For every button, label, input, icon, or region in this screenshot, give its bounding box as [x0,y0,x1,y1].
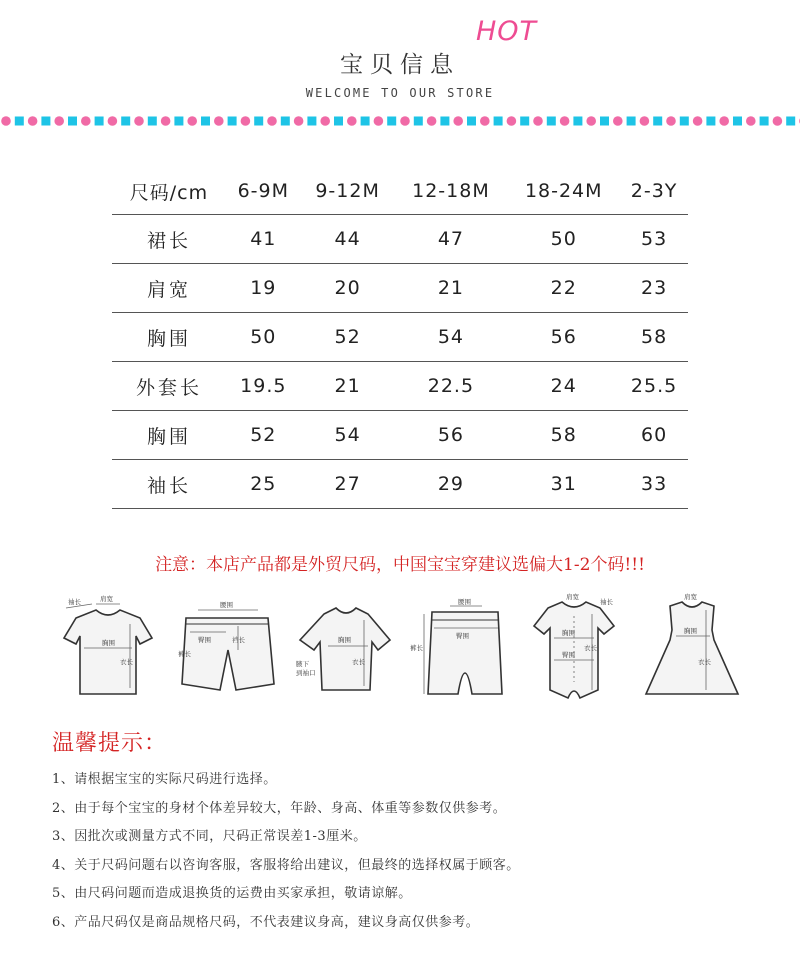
tips-list [52,768,772,939]
pants-waist-label: 腰围 [458,598,471,606]
divider-dot [108,116,118,126]
raglan-length-label: 衣长 [352,658,365,666]
divider-square [281,117,290,126]
table-cell: 27 [301,460,395,509]
divider-dot [347,116,357,126]
table-cell: 53 [620,215,688,264]
divider-square [387,117,396,126]
divider-square [361,117,370,126]
divider-dot [214,116,224,126]
divider-square [680,117,689,126]
romper-hip-label: 臀围 [562,651,575,659]
column-header: 6-9M [226,168,301,215]
divider-square [334,117,343,126]
column-header: 9-12M [301,168,395,215]
divider-dot [320,116,330,126]
divider-dot [453,116,463,126]
divider-square [148,117,157,126]
row-label: 外套长 [112,362,226,411]
list-item: 4、关于尺码问题右以咨询客服，客服将给出建议，但最终的选择权属于顾客。 [52,857,520,873]
divider-square [414,117,423,126]
divider-dot [374,116,384,126]
divider-square [547,117,556,126]
tshirt-diagram [64,594,152,694]
divider-dot [773,116,783,126]
divider-square [201,117,210,126]
table-cell: 58 [507,411,620,460]
table-cell: 33 [620,460,688,509]
tshirt-chest-label: 胸围 [102,639,115,647]
table-cell: 25.5 [620,362,688,411]
table-cell: 56 [395,411,508,460]
divider-square [467,117,476,126]
divider-dot [480,116,490,126]
shorts-length-label: 裤长 [178,650,191,658]
column-header: 18-24M [507,168,620,215]
table-cell: 50 [507,215,620,264]
divider-square [573,117,582,126]
dotted-divider [0,113,800,129]
table-cell: 24 [507,362,620,411]
divider-square [121,117,130,126]
row-label: 胸围 [112,313,226,362]
list-item: 1、请根据宝宝的实际尺码进行选择。 [52,772,277,787]
divider-dot [134,116,144,126]
sizing-notice [0,550,800,575]
shorts-waist-label: 腰围 [220,601,233,609]
divider-square [600,117,609,126]
row-label: 袖长 [112,460,226,509]
raglan-armhole-label: 腋下 [296,660,309,668]
table-cell: 22.5 [395,362,508,411]
divider-square [95,117,104,126]
divider-square [68,117,77,126]
table-cell: 60 [620,411,688,460]
table-cell: 54 [301,411,395,460]
table-cell: 41 [226,215,301,264]
divider-square [228,117,237,126]
column-header: 12-18M [395,168,508,215]
table-cell: 31 [507,460,620,509]
table-row [112,460,688,509]
dress-diagram [646,592,738,694]
divider-square [733,117,742,126]
divider-dot [81,116,91,126]
list-item: 3、因批次或测量方式不同，尺码正常误差1-3厘米。 [52,829,367,844]
divider-square [174,117,183,126]
size-table [112,168,688,509]
divider-square [786,117,795,126]
table-row [112,411,688,460]
divider-square [307,117,316,126]
table-row [112,362,688,411]
divider-dot [267,116,277,126]
notice-label: 注意： [155,555,207,575]
shorts-diagram [178,600,274,690]
divider-square [494,117,503,126]
divider-dot [241,116,251,126]
dress-shoulder-label: 肩宽 [684,593,697,601]
table-cell: 20 [301,264,395,313]
divider-dot [1,116,11,126]
size-table-header-row [112,168,688,215]
divider-square [653,117,662,126]
table-cell: 58 [620,313,688,362]
notice-text: 本店产品都是外贸尺码，中国宝宝穿建议选偏大1-2个码!!! [206,555,645,575]
divider-square [627,117,636,126]
table-cell: 22 [507,264,620,313]
divider-dot [693,116,703,126]
romper-chest-label: 胸围 [562,629,575,637]
table-cell: 50 [226,313,301,362]
romper-length-label: 衣长 [584,644,597,652]
romper-sleeve-label: 袖长 [600,598,613,606]
row-label: 肩宽 [112,264,226,313]
romper-shoulder-label: 肩宽 [566,593,579,601]
divider-square [706,117,715,126]
tshirt-sleeve-label: 袖长 [68,598,81,606]
raglan-diagram [296,608,390,690]
raglan-chest-label: 胸围 [338,636,351,644]
table-cell: 23 [620,264,688,313]
divider-dot [187,116,197,126]
divider-dot [294,116,304,126]
divider-dot [746,116,756,126]
dress-length-label: 衣长 [698,658,711,666]
tips-title: 温馨提示： [52,731,168,756]
divider-dot [560,116,570,126]
table-cell: 25 [226,460,301,509]
table-cell: 54 [395,313,508,362]
column-header: 2-3Y [620,168,688,215]
list-item: 6、产品尺码仅是商品规格尺码，不代表建议身高，建议身高仅供参考。 [52,914,480,930]
table-cell: 19 [226,264,301,313]
pants-hip-label: 臀围 [456,632,469,640]
divider-dot [533,116,543,126]
list-item: 2、由于每个宝宝的身材个体差异较大，年龄、身高、体重等参数仅供参考。 [52,800,507,816]
divider-square [15,117,24,126]
table-row [112,313,688,362]
table-cell: 29 [395,460,508,509]
row-label: 裙长 [112,215,226,264]
divider-dot [640,116,650,126]
divider-dot [400,116,410,126]
pants-length-label: 裤长 [410,644,423,652]
table-cell: 21 [395,264,508,313]
divider-dot [586,116,596,126]
romper-diagram [534,592,614,698]
divider-square [520,117,529,126]
table-row [112,264,688,313]
tshirt-shoulder-label: 肩宽 [100,595,113,603]
table-cell: 44 [301,215,395,264]
divider-square [254,117,263,126]
divider-dot [54,116,64,126]
divider-dot [613,116,623,126]
divider-square [41,117,50,126]
tshirt-length-label: 衣长 [120,658,133,666]
table-cell: 56 [507,313,620,362]
table-cell: 19.5 [226,362,301,411]
pants-diagram [410,597,502,694]
shorts-crotch-label: 裆长 [232,636,245,644]
table-cell: 52 [226,411,301,460]
divider-square [440,117,449,126]
divider-dot [666,116,676,126]
divider-dot [28,116,38,126]
table-cell: 52 [301,313,395,362]
divider-dot [427,116,437,126]
page-subtitle: WELCOME TO OUR STORE [305,86,495,100]
table-cell: 21 [301,362,395,411]
divider-dot [719,116,729,126]
table-cell: 47 [395,215,508,264]
hot-badge: HOT [476,16,538,47]
measurement-diagrams [56,590,746,710]
dress-chest-label: 胸围 [684,627,697,635]
page-title: 宝贝信息 [340,52,460,78]
size-table-corner-header: 尺码/cm [112,168,226,215]
raglan-cuff-label: 到袖口 [296,669,316,677]
table-row [112,215,688,264]
divider-dot [161,116,171,126]
row-label: 胸围 [112,411,226,460]
divider-square [760,117,769,126]
divider-dot [507,116,517,126]
shorts-hip-label: 臀围 [198,636,211,644]
list-item: 5、由尺码问题而造成退换货的运费由买家承担，敬请谅解。 [52,886,412,901]
